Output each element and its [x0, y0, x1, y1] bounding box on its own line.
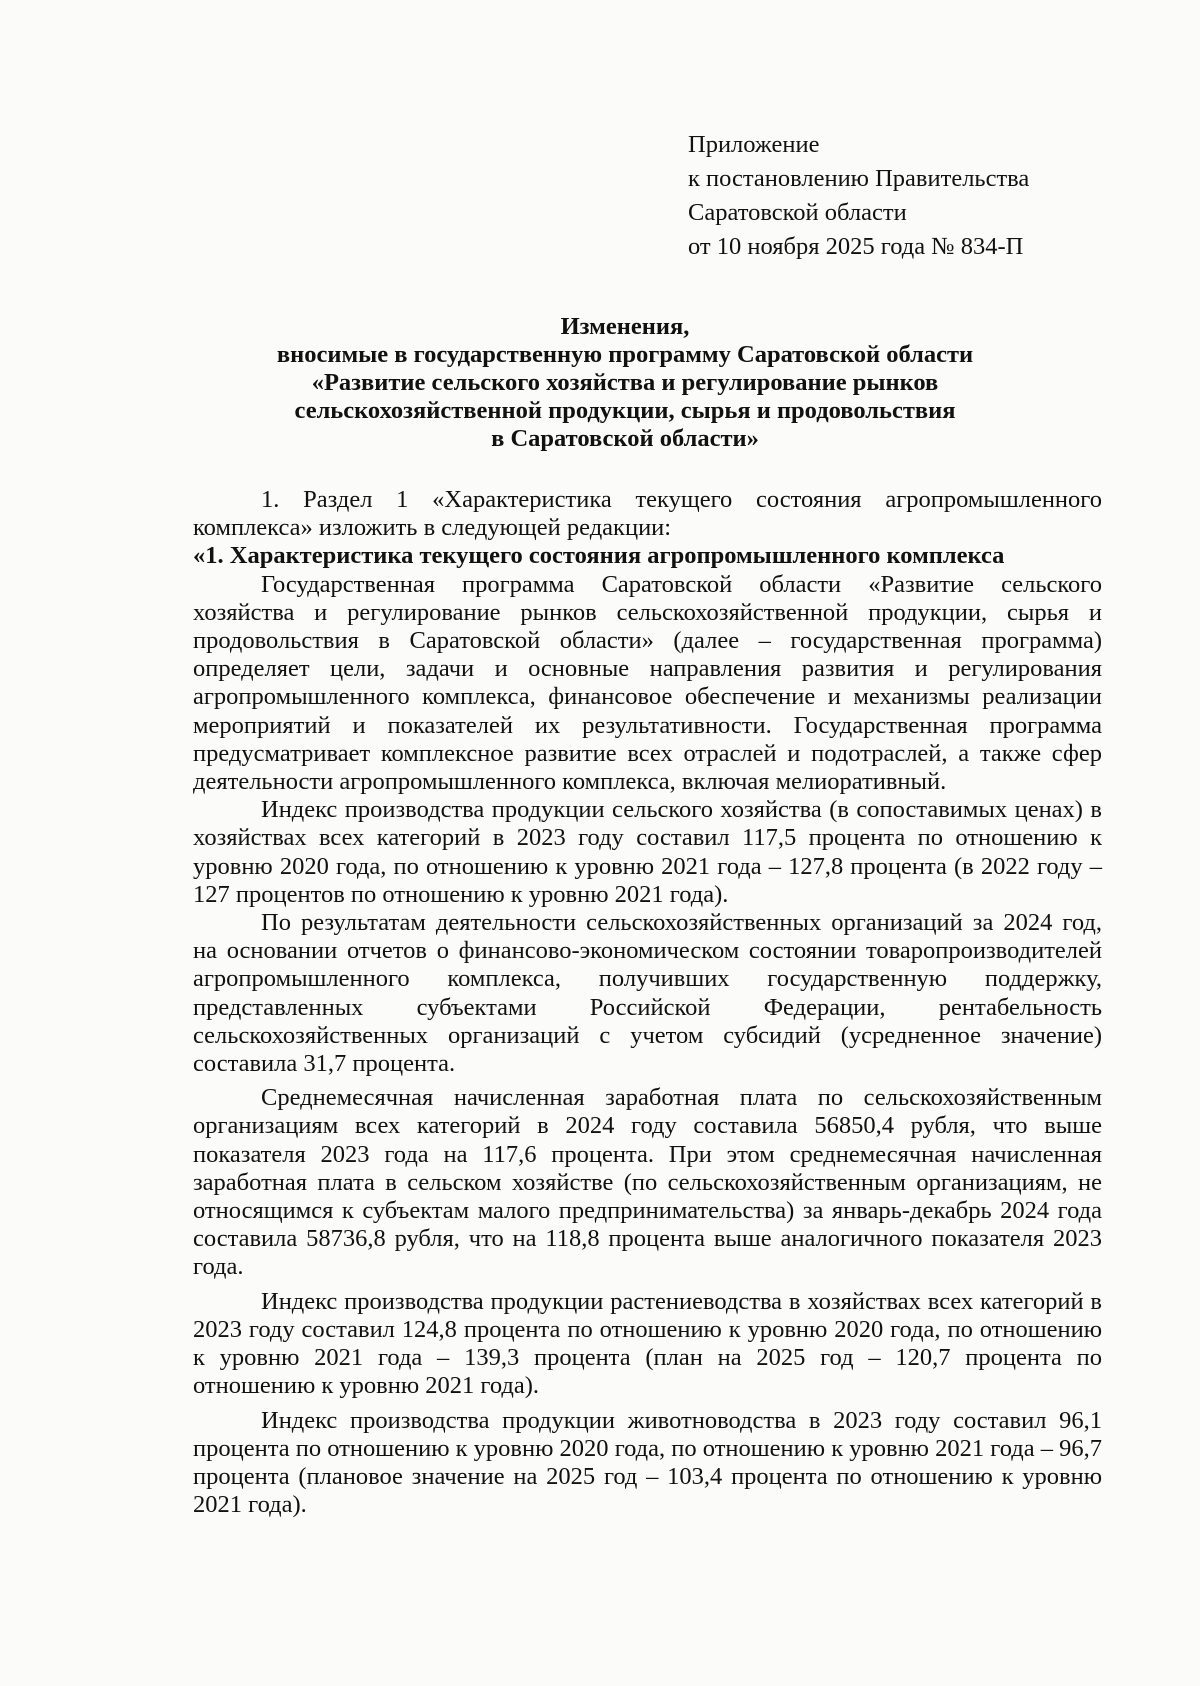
amendment-item-1: 1. Раздел 1 «Характеристика текущего состояния агропромышленного комплекса» изложить в следующей редакции: [193, 486, 1102, 542]
appendix-date-number: от 10 ноября 2025 года № 834-П [688, 233, 1024, 260]
section-heading: «1. Характеристика текущего состояния агропромышленного комплекса [193, 542, 1005, 570]
title-line-4: сельскохозяйственной продукции, сырья и продовольствия [294, 397, 956, 424]
paragraph-wages: Среднемесячная начисленная заработная плата по сельскохозяйственным организациям всех категорий в 2024 году составила 56850,4 рубля, что выше показателя 2023 года на 117,6 процента. При этом среднемесячная начисленная заработная плата в сельском хозяйстве (по сельскохозяйственным организациям, не относящимся к субъектам малого предпринимательства) за январь-декабрь 2024 года составила 58736,8 рубля, что на 118,8 процента выше аналогичного показателя 2023 года. [193, 1084, 1102, 1281]
document-title [190, 313, 1060, 453]
paragraph-livestock-index: Индекс производства продукции животноводства в 2023 году составил 96,1 процента по отношению к уровню 2020 года, по отношению к уровню 2021 года – 96,7 процента (плановое значение на 2025 год – 103,4 процента по отношению к уровню 2021 года). [193, 1406, 1102, 1519]
title-line-1: Изменения, [560, 313, 690, 340]
paragraph-program-description: Государственная программа Саратовской области «Развитие сельского хозяйства и регулирование рынков сельскохозяйственной продукции, сырья и продовольствия в Саратовской области» (далее – государственная программа) определяет цели, задачи и основные направления развития и регулирования агропромышленного комплекса, финансовое обеспечение и механизмы реализации мероприятий и показателей их результативности. Государственная программа предусматривает комплексное развитие всех отраслей и подотраслей, а также сфер деятельности агропромышленного комплекса, включая мелиоративный. [193, 570, 1102, 796]
appendix-resolution-ref: к постановлению Правительства [688, 165, 1030, 192]
paragraph-crop-index: Индекс производства продукции растениеводства в хозяйствах всех категорий в 2023 году составил 124,8 процента по отношению к уровню 2020 года, по отношению к уровню 2021 года – 139,3 процента (план на 2025 год – 120,7 процента по отношению к уровню 2021 года). [193, 1287, 1102, 1400]
appendix-region: Саратовской области [688, 199, 907, 226]
appendix-block [688, 128, 1029, 264]
document-body [193, 486, 1102, 1519]
title-line-5: в Саратовской области» [491, 425, 759, 452]
title-line-2: вносимые в государственную программу Саратовской области [276, 341, 974, 368]
paragraph-agriculture-index: Индекс производства продукции сельского хозяйства (в сопоставимых ценах) в хозяйствах всех категорий в 2023 году составил 117,5 процента по отношению к уровню 2020 года, по отношению к уровню 2021 года – 127,8 процента (в 2022 году – 127 процентов по отношению к уровню 2021 года). [193, 796, 1102, 908]
appendix-label: Приложение [688, 131, 820, 158]
title-line-3: «Развитие сельского хозяйства и регулирование рынков [311, 369, 939, 396]
paragraph-profitability: По результатам деятельности сельскохозяйственных организаций за 2024 год, на основании отчетов о финансово-экономическом состоянии товаропроизводителей агропромышленного комплекса, получивших государственную поддержку, представленных субъектами Российской Федерации, рентабельность сельскохозяйственных организаций с учетом субсидий (усредненное значение) составила 31,7 процента. [193, 909, 1102, 1078]
